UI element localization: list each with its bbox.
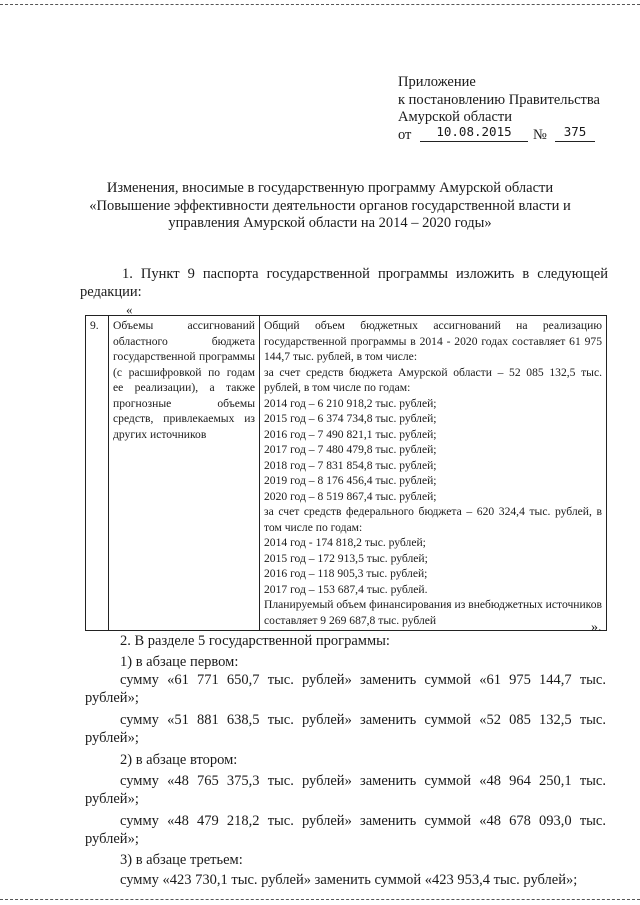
document-title	[70, 180, 590, 233]
item-1b-cont: рублей»;	[85, 730, 139, 746]
title-line: управления Амурской области на 2014 – 2020 годы»	[168, 215, 492, 231]
bottom-border	[0, 899, 640, 900]
item-2a-line: сумму «48 765 375,3 тыс. рублей» заменить суммой «48 964 250,1 тыс.	[120, 773, 606, 789]
number-prefix: №	[533, 126, 547, 143]
federal-year: 2017 год – 153 687,4 тыс. рублей.	[264, 582, 428, 596]
appendix-block	[398, 74, 600, 145]
item-1: 1) в абзаце первом:	[120, 654, 239, 670]
row-name: Объемы ассигнований областного бюджета государственной программы (с расшифровкой по годам ее реализации), а также прогнозные объемы средств, привлекаемых из других источников	[109, 316, 260, 631]
item-2b-line: сумму «48 479 218,2 тыс. рублей» заменить суммой «48 678 093,0 тыс.	[120, 813, 606, 829]
appendix-line: Амурской области	[398, 109, 512, 125]
paragraph-1: 1. Пункт 9 паспорта государственной программы изложить в следующей редакции:	[80, 266, 608, 300]
item-3: 3) в абзаце третьем:	[120, 852, 243, 868]
date-number-line	[398, 123, 600, 145]
federal-year: 2016 год – 118 905,3 тыс. рублей;	[264, 567, 428, 580]
table-row	[86, 316, 607, 631]
item-1a-line: сумму «61 771 650,7 тыс. рублей» заменить суммой «61 975 144,7 тыс.	[120, 672, 606, 688]
item-2a-cont: рублей»;	[85, 791, 139, 807]
item-1b-line: сумму «51 881 638,5 тыс. рублей» заменить суммой «52 085 132,5 тыс.	[120, 712, 606, 728]
regional-year: 2018 год – 7 831 854,8 тыс. рублей;	[264, 458, 437, 472]
section2-heading: 2. В разделе 5 государственной программы:	[120, 633, 390, 649]
regional-year: 2020 год – 8 519 867,4 тыс. рублей;	[264, 489, 437, 503]
regional-intro: за счет средств бюджета Амурской области – 52 085 132,5 тыс. рублей, в том числе по годам:	[264, 365, 602, 394]
appendix-line: Приложение	[398, 74, 476, 90]
date-prefix: от	[398, 126, 412, 143]
passport-table	[85, 315, 607, 631]
item-3a-line: сумму «423 730,1 тыс. рублей» заменить суммой «423 953,4 тыс. рублей»;	[120, 872, 578, 888]
item-2b-cont: рублей»;	[85, 831, 139, 847]
offbudget-amount: Планируемый объем финансирования из внебюджетных источников составляет 9 269 687,8 тыс. рублей	[264, 598, 602, 627]
federal-intro: за счет средств федерального бюджета – 620 324,4 тыс. рублей, в том числе по годам:	[264, 505, 602, 534]
federal-year: 2015 год – 172 913,5 тыс. рублей;	[264, 551, 428, 565]
row-content	[260, 316, 607, 631]
regional-year: 2019 год – 8 176 456,4 тыс. рублей;	[264, 474, 437, 487]
total-amount: Общий объем бюджетных ассигнований на реализацию государственной программы в 2014 - 2020 годах составляет 61 975 144,7 тыс. рублей, в том числе:	[264, 319, 602, 363]
title-line: Изменения, вносимые в государственную программу Амурской области	[106, 180, 554, 196]
regional-year: 2017 год – 7 480 479,8 тыс. рублей;	[264, 443, 437, 456]
resolution-number: 375	[555, 123, 595, 142]
quote-open: «	[126, 302, 133, 317]
row-number: 9.	[86, 316, 109, 631]
item-2: 2) в абзаце втором:	[120, 752, 238, 768]
regional-year: 2015 год – 6 374 734,8 тыс. рублей;	[264, 412, 437, 425]
quote-close: ».	[591, 620, 602, 635]
regional-year: 2016 год – 7 490 821,1 тыс. рублей;	[264, 427, 437, 441]
regional-year: 2014 год – 6 210 918,2 тыс. рублей;	[264, 396, 437, 410]
top-border	[0, 4, 640, 5]
title-line: «Повышение эффективности деятельности органов государственной власти и	[89, 197, 571, 214]
item-1a-cont: рублей»;	[85, 690, 139, 706]
appendix-line: к постановлению Правительства	[398, 91, 600, 108]
federal-year: 2014 год - 174 818,2 тыс. рублей;	[264, 536, 426, 549]
resolution-date: 10.08.2015	[420, 123, 528, 142]
